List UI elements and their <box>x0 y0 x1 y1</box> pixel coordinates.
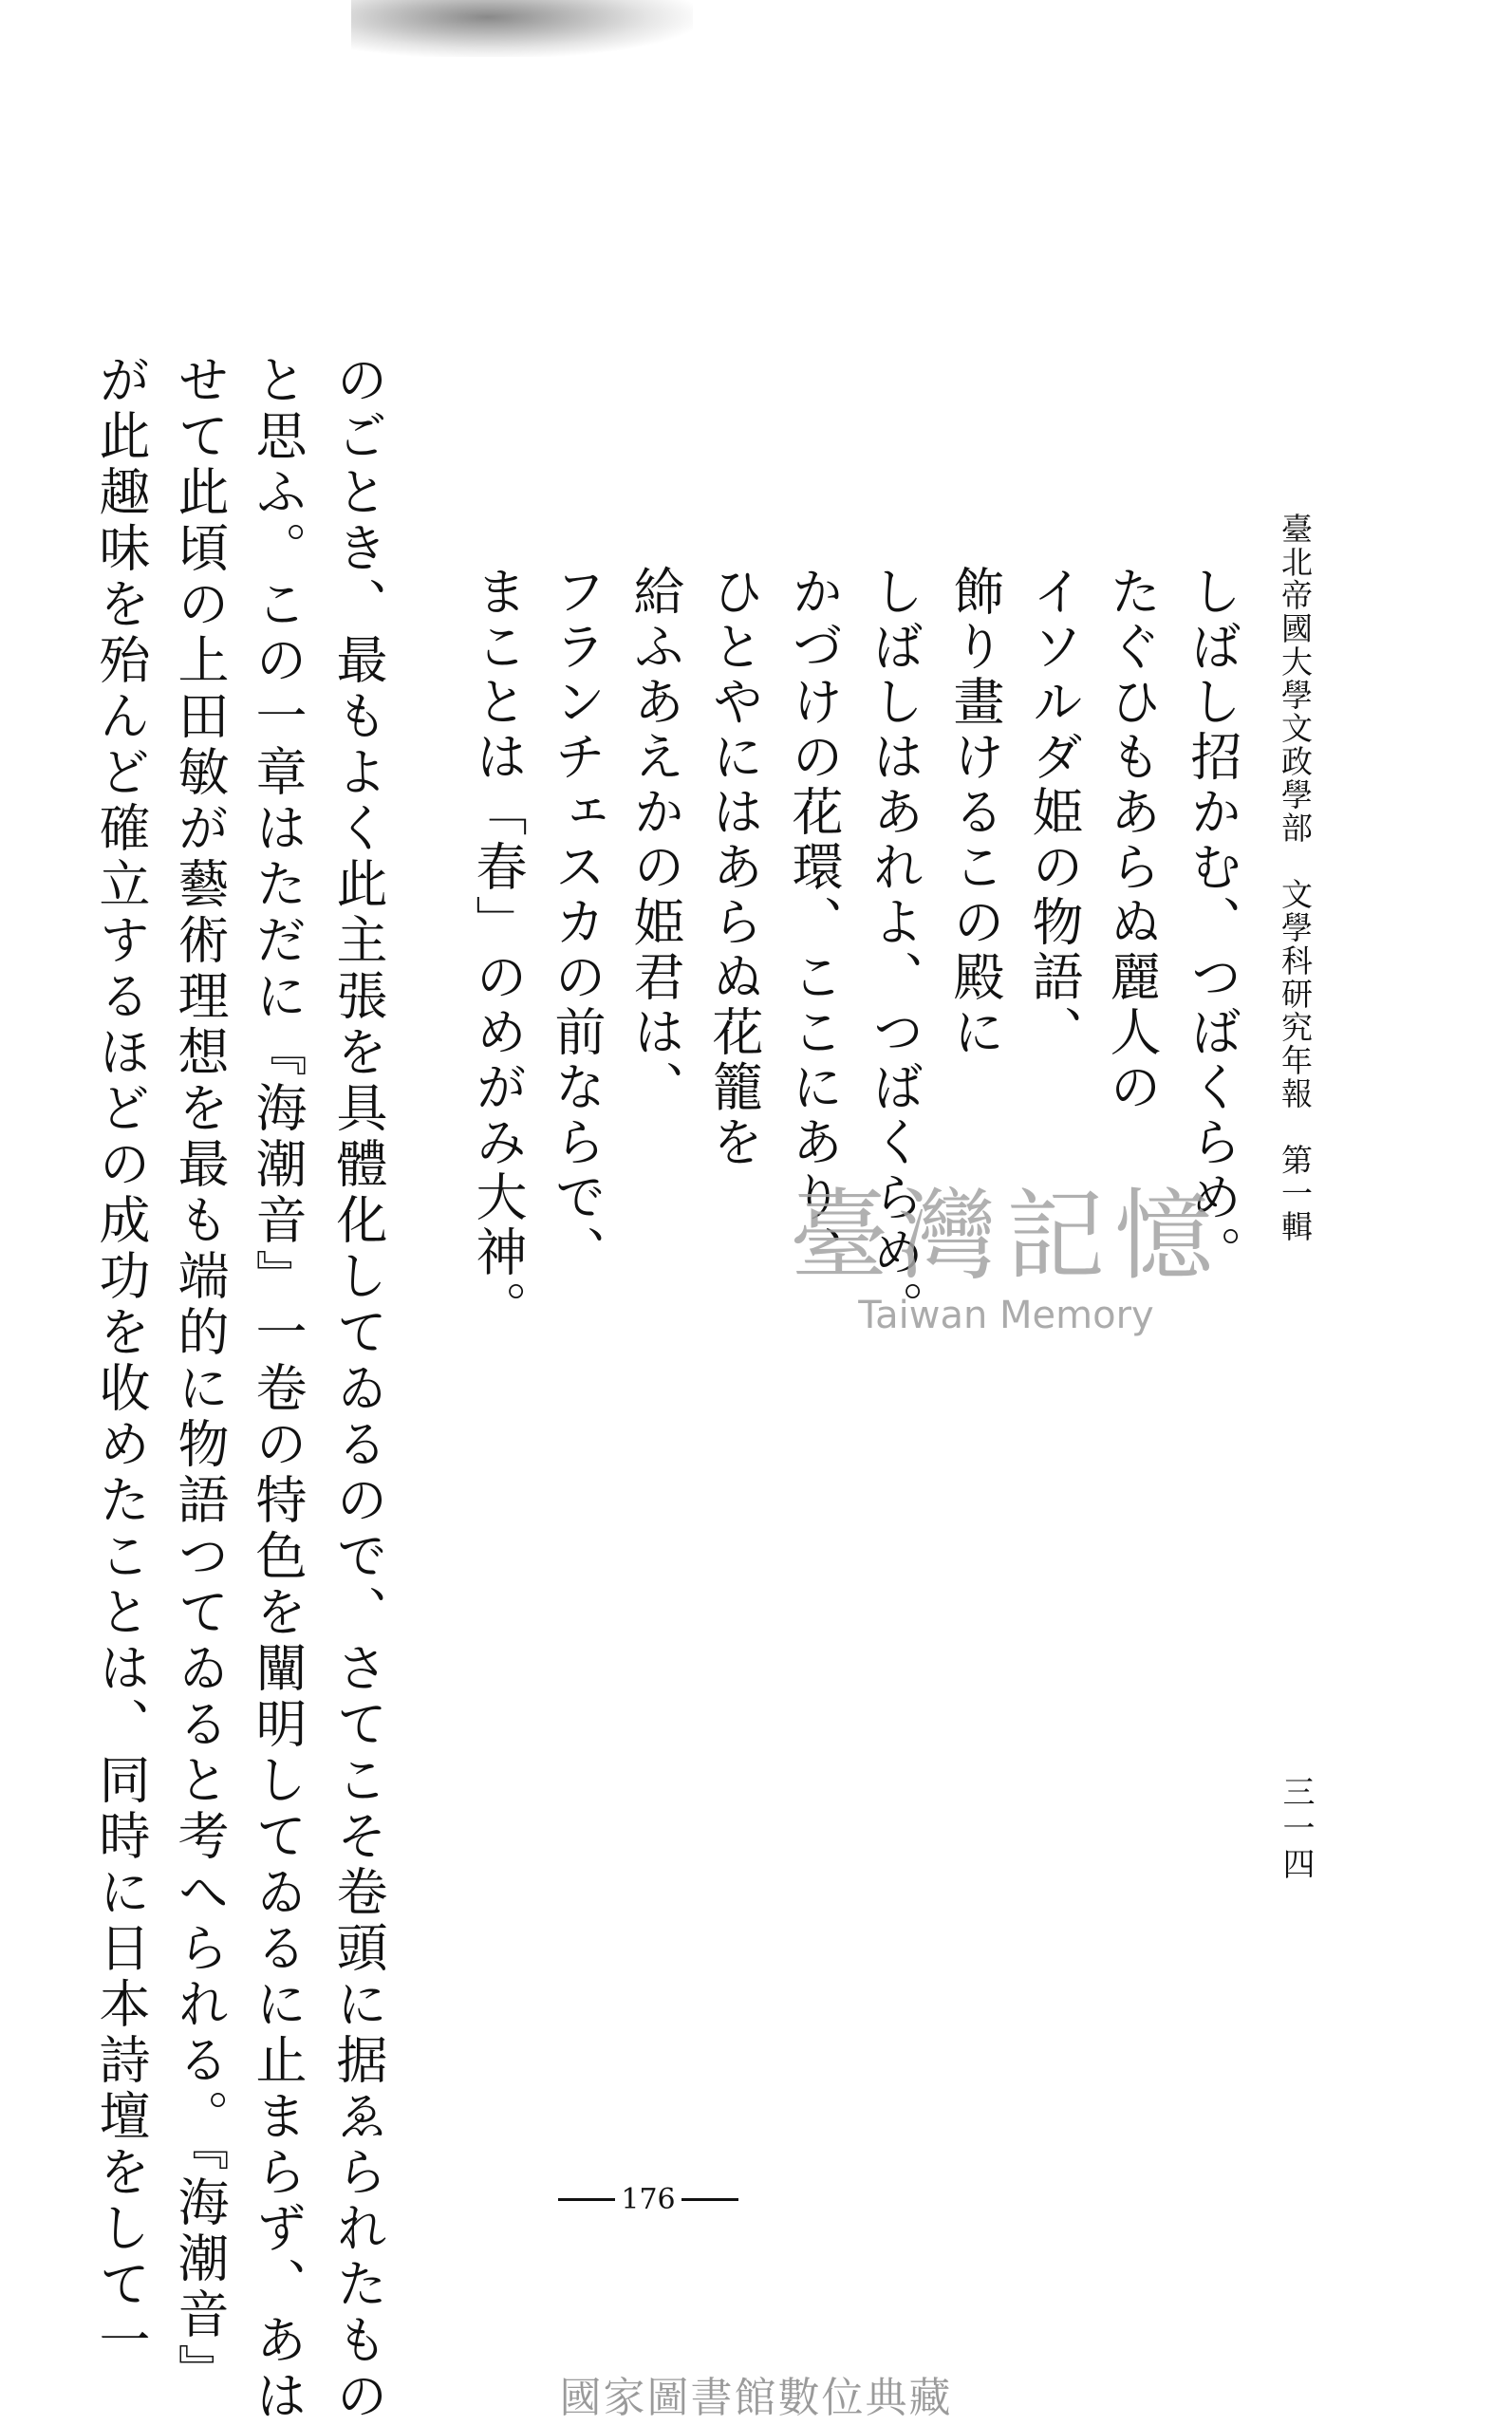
prose-line: のごとき、最もよく此主張を具體化してゐるので、さてこそ卷頭に据ゑられたもの <box>328 353 388 2425</box>
watermark-chinese: 臺灣記憶 <box>789 1178 1223 1294</box>
poem-line: ひとやにはあらぬ花籠を <box>704 565 764 1170</box>
library-footer: 國家圖書館數位典藏 <box>559 2374 953 2422</box>
page-number <box>549 2183 748 2216</box>
dash-left <box>558 2198 615 2201</box>
poem-line: フランチェスカの前ならで、 <box>547 565 607 1280</box>
prose-line: せて此頃の上田敏が藝術理想を最も端的に物語つてゐると考へられる。『海潮音』 <box>170 353 230 2399</box>
poem-line: まことは「春」のめがみ大神。 <box>468 565 528 1335</box>
watermark-english: Taiwan Memory <box>858 1294 1154 1338</box>
scan-smudge <box>351 0 693 57</box>
poem-line: しばしはあれよ、つばくらめ。 <box>865 565 924 1335</box>
prose-line: と思ふ。この一章はただに『海潮音』一卷の特色を闡明してゐるに止まらず、あは <box>248 353 308 2425</box>
page-number-kanji: 三一四 <box>1277 1775 1315 1883</box>
poem-line: イソルダ姫の物語、 <box>1024 565 1084 1060</box>
dash-right <box>681 2198 738 2201</box>
poem-line: たぐひもあらぬ麗人の <box>1102 565 1162 1115</box>
page-number-text: 176 <box>621 2183 676 2216</box>
prose-line: が此趣味を殆んど確立するほどの成功を收めたことは、同時に日本詩壇をして一 <box>91 353 151 2369</box>
taiwan-memory-watermark <box>740 1178 1272 1371</box>
poem-line: 給ふあえかの姫君は、 <box>625 565 685 1115</box>
poem-line: 飾り畫けるこの殿に <box>945 565 1005 1060</box>
poem-line: しばし招かむ、つばくらめ。 <box>1183 565 1242 1280</box>
journal-title: 臺北帝國大學文政學部 文學科研究年報 第一輯 <box>1277 513 1314 1243</box>
poem-line: かづけの花環、ここにあり、 <box>784 565 844 1280</box>
